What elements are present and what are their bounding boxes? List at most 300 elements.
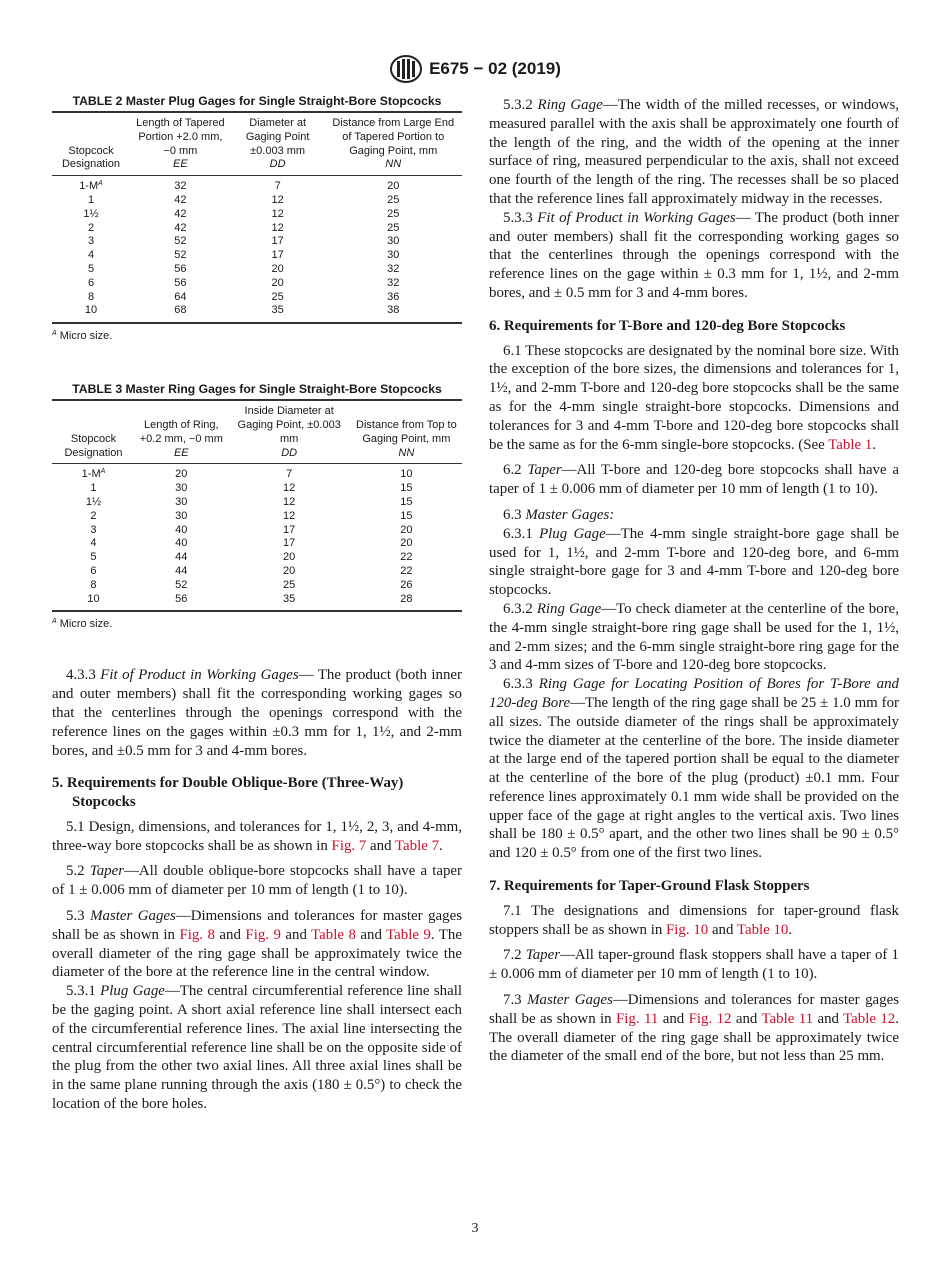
cell-value: 42 [174,193,187,206]
column-header [351,401,462,464]
cell-value: 10 [87,592,100,605]
cell-value: 1 [90,482,97,495]
column-header-label: Inside Diameter at Gaging Point, ±0.003 mm [237,405,341,445]
column-symbol: NN [398,446,415,459]
section-heading: 6. Requirements for T-Bore and 120-deg Bore Stopcocks [489,317,846,334]
footnote-mark: A [52,330,57,338]
value-cell [130,194,231,208]
table-row [52,537,462,551]
value-cell [231,291,325,305]
cell-value: 5 [87,262,95,275]
table-row [52,176,462,194]
paragraph [52,982,462,1114]
table-row [52,222,462,236]
value-cell [231,194,325,208]
paragraph-text: . The overall diameter of the ring gage shall be approximately twice the diameter of the small end of the bore, but not less than 25 mm. [489,1010,899,1065]
value-cell [231,249,325,263]
cell-value: 8 [87,290,95,303]
paragraph-text: — The product (both inner and outer members) shall fit the corresponding working gages so that the centerlines through the openings correspond with the reference lines on the gage within ± 0.3 mm for 1, 1½, and 2-mm bores, and ± 0.5 mm for 3 and 4-mm bores. [489,209,899,301]
cell-value: 40 [175,523,188,536]
cell-value: 20 [271,262,284,275]
footnote-text: Micro size. [59,330,113,343]
value-cell [135,537,228,551]
value-cell [351,482,462,496]
table-row [52,510,462,524]
paragraph-text: —All T-bore and 120-deg bore stopcocks shall have a taper of 1 ± 0.006 mm of diameter per 10 mm of length (1 to 10). [489,462,899,498]
paragraph-text: 5.2 [66,863,90,880]
cell-value: 44 [175,564,188,577]
designation-cell [52,249,130,263]
value-cell [351,551,462,565]
value-cell [228,464,351,482]
paragraph-text: 4.3.3 [66,667,101,684]
cell-value: 2 [90,509,97,522]
cross-reference-link[interactable]: Fig. 10 [666,921,709,938]
designation-cell [52,464,135,482]
column-header [52,401,135,464]
value-cell [228,579,351,593]
right-body-text [489,96,899,1066]
designation-cell [52,194,130,208]
cell-value: 26 [400,578,413,591]
designation-cell [52,263,130,277]
designation-cell [52,176,130,194]
cell-value: 10 [84,304,98,317]
paragraph [489,675,899,863]
value-cell [325,304,463,323]
cell-value: 4 [90,537,97,550]
cell-value: 3 [87,235,95,248]
cell-value: 25 [283,578,296,591]
paragraph-subheading: Ring Gage for Locating Position of Bores for T-Bore and 120-deg Bore [489,676,899,711]
table-2 [52,94,462,342]
designation-cell [52,235,130,249]
value-cell [325,222,463,236]
cell-value: 32 [387,276,400,289]
cell-value: 30 [387,235,400,248]
cell-value: 7 [286,468,293,481]
paragraph-text: —All double oblique-bore stopcocks shall have a taper of 1 ± 0.006 mm of diameter per 10 mm of length (1 to 10). [52,863,462,899]
value-cell [228,510,351,524]
cell-value: 52 [174,249,187,262]
table-row [52,291,462,305]
cell-value: 42 [174,207,187,220]
paragraph-text: —All taper-ground flask stoppers shall have a taper of 1 ± 0.006 mm of diameter per 10 mm of length (1 to 10). [489,947,899,983]
designation-cell [52,482,135,496]
value-cell [351,593,462,612]
cell-value: 36 [387,290,400,303]
cell-value: 20 [387,180,400,193]
cell-value: 17 [271,235,284,248]
cell-value: 20 [283,551,296,564]
paragraph-text: —The length of the ring gage shall be 25 ± 1.0 mm for all sizes. The outside diameter of the rings shall be approximately twice the diameter at the centerline of the bore. The inside diameter at the large end of the tapered portion shall be equal to the diameter at the centerline of the bore of the plug (product) ±0.1 mm. Four reference lines approximately 0.1 mm wide shall be provided on the upper face of the gage at right angles to the vertical axis. Two lines shall be 180 ± 0.5° apart, and the other two lines shall be 90 ± 0.5° and 120 ± 0.5° from one of the first two lines. [489,694,899,862]
paragraph [52,862,462,900]
footnote-mark: A [52,618,57,626]
value-cell [135,510,228,524]
cell-value: 1 [87,193,95,206]
cell-value: 1-M [79,180,99,193]
designation-cell [52,208,130,222]
cell-value: 25 [387,221,400,234]
column-header [231,113,325,176]
paragraph-text: 6.1 These stopcocks are designated by the nominal bore size. With the exception of the bore sizes, the dimensions and tolerances for 1, 1½, and 2-mm T-bore and 120-deg bore stopcocks shall be the same as for the 4-mm single straight-bore stopcocks. Dimensions and tolerances for 3 and 4-mm T-bore and 120-deg bore stopcocks shall be the same as for the 6-mm single-bore stopcocks. (See [489,342,899,453]
value-cell [135,482,228,496]
column-header-label: Length of Ring, +0.2 mm, −0 mm [139,418,223,445]
cell-value: 30 [175,495,188,508]
paragraph-text: —To check diameter at the centerline of the bore, the 4-mm single straight-bore ring gage shall be used for the 1, 1½, and 2-mm sizes; and the 6-mm single straight-bore ring gage for the 3 and 4-mm sizes of T-bore and 120-deg bore stopcocks. [489,600,899,674]
paragraph [489,461,899,499]
value-cell [325,291,463,305]
cross-reference-link[interactable]: Table 10 [736,921,789,938]
paragraph-subheading: Taper [527,462,562,479]
value-cell [351,510,462,524]
cell-value: 12 [271,221,284,234]
paragraph [489,946,899,984]
cell-value: 30 [387,249,400,262]
value-cell [130,277,231,291]
paragraph-text: 7.3 [503,992,528,1009]
value-cell [231,235,325,249]
cell-value: 4 [87,249,95,262]
value-cell [228,593,351,612]
paragraph-text: and [355,926,387,943]
value-cell [351,496,462,510]
cell-value: 52 [175,578,188,591]
designation-cell [52,291,130,305]
cell-value: 1-M [81,468,101,481]
column-header [135,401,228,464]
cell-value: 10 [400,468,413,481]
value-cell [130,249,231,263]
paragraph-text: —The 4-mm single straight-bore gage shall be used for 1, 1½, and 2-mm T-bore and 120-deg bore, and 6-mm single straight-bore gage for 3 and 4-mm T-bore and 120-deg bore stopcocks. [489,525,899,599]
paragraph-subheading: Master Gages: [525,506,615,523]
table-2-grid [52,113,462,324]
astm-logo-icon [389,55,423,83]
value-cell [325,176,463,194]
table-row [52,249,462,263]
column-symbol: EE [173,158,188,171]
cell-value: 20 [271,276,284,289]
value-cell [135,524,228,538]
paragraph-text: — The product (both inner and outer members) shall fit the corresponding working gages so that the centerlines through the openings correspond with the reference lines on the gages within ±0.3 mm for 1, 1½, and 2-mm bores, and ±0.5 mm for 3 and 4-mm bores. [52,667,462,759]
paragraph [489,902,899,940]
paragraph [489,506,899,525]
column-symbol: DD [269,158,286,171]
cross-reference-link[interactable]: Fig. 12 [688,1010,732,1027]
paragraph [52,907,462,982]
cell-value: 12 [271,193,284,206]
cell-value: 42 [174,221,187,234]
paragraph-text: 6.3 [503,506,526,523]
paragraph-text: and [708,921,737,938]
cross-reference-link[interactable]: Table 7 [395,837,440,854]
cross-reference-link[interactable]: Fig. 11 [616,1010,659,1027]
paragraph-text: and [214,926,246,943]
paragraph-text: and [813,1010,844,1027]
value-cell [325,277,463,291]
document-designation: E675 − 02 (2019) [429,59,561,78]
paragraph-text: and [658,1010,689,1027]
cross-reference-link[interactable]: Fig. 7 [331,837,367,854]
section-heading: 7. Requirements for Taper-Ground Flask Stoppers [489,878,810,895]
paragraph [489,342,899,455]
cell-value: 17 [283,523,296,536]
column-header [130,113,231,176]
paragraph-subheading: Plug Gage [539,525,606,542]
value-cell [351,464,462,482]
value-cell [135,496,228,510]
paragraph-text: 5.3.1 [66,983,101,1000]
value-cell [130,263,231,277]
cell-value: 15 [400,495,413,508]
column-header-label: Stopcock Designation [61,144,121,171]
paragraph-text: —The central circumferential reference line shall be the gaging point. A short axial reference line shall intersect each of the circumferential reference lines. The axial line intersecting the central circumferential reference line shall be on the opposite side of the plug from the other two axial lines. All three axial lines shall be in the same plane running through the axis (180 ± 0.5°) to check the location of the bore holes. [52,983,462,1113]
paragraph [489,600,899,675]
value-cell [228,565,351,579]
table-3 [52,382,462,630]
value-cell [231,304,325,323]
value-cell [325,194,463,208]
paragraph-subheading: Master Gages [90,908,176,925]
paragraph-text: and [731,1010,762,1027]
column-header-label: Length of Tapered Portion +2.0 mm, −0 mm [136,117,225,157]
paragraph-subheading: Taper [89,863,124,880]
designation-cell [52,524,135,538]
value-cell [325,208,463,222]
paragraph-text: . The overall diameter of the ring gage shall be approximately twice the diameter of the bore at the reference line in the central window. [52,926,462,981]
paragraph-text: 6.3.1 [503,525,540,542]
table-footnote [52,618,462,630]
cell-value: 32 [174,180,187,193]
table-row [52,304,462,323]
paragraph-text: 6.3.3 [503,676,539,693]
cross-reference-link[interactable]: Fig. 9 [245,926,281,943]
cell-value: 2 [87,221,95,234]
footnote-mark: A [98,180,103,188]
value-cell [135,593,228,612]
table-row [52,565,462,579]
footnote-text: Micro size. [59,618,113,631]
value-cell [351,579,462,593]
value-cell [135,464,228,482]
cross-reference-link[interactable]: Table 9 [386,926,431,943]
designation-cell [52,565,135,579]
cell-value: 64 [174,290,187,303]
value-cell [231,277,325,291]
cell-value: 30 [175,482,188,495]
cell-value: 38 [387,304,400,317]
paragraph-subheading: Master Gages [527,992,613,1009]
paragraph-subheading: Plug Gage [100,983,165,1000]
cell-value: 8 [90,578,97,591]
paragraph-text: —Dimensions and tolerances for master gages shall be as shown in [52,908,462,943]
cell-value: 30 [175,509,188,522]
cell-value: 56 [175,592,188,605]
value-cell [231,263,325,277]
paragraph-subheading: Ring Gage [536,600,602,617]
paragraph-text: . [788,921,793,938]
cell-value: 17 [271,249,284,262]
cross-reference-link[interactable]: Table 11 [761,1010,814,1027]
cell-value: 56 [174,276,187,289]
designation-cell [52,551,135,565]
value-cell [231,176,325,194]
paragraph-text: 5.3.3 [503,209,538,226]
cell-value: 35 [283,592,296,605]
cell-value: 6 [87,276,95,289]
cell-value: 12 [283,495,296,508]
cross-reference-link[interactable]: Fig. 8 [179,926,215,943]
cell-value: 25 [387,193,400,206]
cross-reference-link[interactable]: Table 12 [843,1010,896,1027]
designation-cell [52,277,130,291]
paragraph-subheading: Fit of Product in Working Gages [537,209,736,226]
paragraph [489,96,899,209]
paragraph-text: —Dimensions and tolerances for master gages shall be as shown in [489,992,899,1027]
paragraph-subheading: Fit of Product in Working Gages [100,667,299,684]
column-symbol: EE [173,446,189,459]
table-row [52,593,462,612]
table-row [52,464,462,482]
cell-value: 25 [387,207,400,220]
paragraph [489,991,899,1066]
value-cell [325,249,463,263]
table-footnote [52,330,462,342]
value-cell [231,208,325,222]
page-number: 3 [471,1221,479,1236]
cell-value: 20 [400,523,413,536]
table-3-grid [52,401,462,612]
cell-value: 3 [90,523,97,536]
cross-reference-link[interactable]: Table 8 [311,926,356,943]
cell-value: 28 [400,592,413,605]
cell-value: 40 [175,537,188,550]
footnote-mark: A [100,468,106,476]
left-body-text [52,666,462,1114]
paragraph-subheading: Ring Gage [537,97,603,113]
cell-value: 17 [283,537,296,550]
designation-cell [52,222,130,236]
table-title: TABLE 2 Master Plug Gages for Single Straight-Bore Stopcocks [52,94,462,113]
column-header [228,401,351,464]
paragraph [52,666,462,760]
cell-value: 44 [175,551,188,564]
cell-value: 20 [175,468,188,481]
column-header-label: Stopcock Designation [64,432,123,459]
value-cell [228,537,351,551]
column-header [325,113,463,176]
table-row [52,524,462,538]
table-row [52,551,462,565]
cell-value: 7 [274,180,281,193]
section-heading: 5. Requirements for Double Oblique-Bore (Three-Way) Stopcocks [52,775,404,811]
paragraph-text: . [439,837,443,854]
value-cell [351,565,462,579]
cell-value: 25 [271,290,284,303]
cell-value: 32 [387,262,400,275]
column-header [52,113,130,176]
paragraph-text: and [280,926,312,943]
cell-value: 6 [90,564,97,577]
column-symbol: DD [281,446,298,459]
paragraph-text: 7.2 [503,947,526,964]
cell-value: 20 [400,537,413,550]
paragraph-text: and [366,837,395,854]
value-cell [130,222,231,236]
cell-value: 12 [271,207,284,220]
designation-cell [52,510,135,524]
table-row [52,579,462,593]
cell-value: 35 [271,304,284,317]
value-cell [325,263,463,277]
cell-value: 20 [283,564,296,577]
cell-value: 52 [174,235,187,248]
left-column [52,94,462,1114]
value-cell [135,551,228,565]
table-row [52,194,462,208]
paragraph-text: . [872,436,876,453]
value-cell [130,304,231,323]
value-cell [231,222,325,236]
value-cell [228,551,351,565]
value-cell [351,524,462,538]
paragraph [52,818,462,856]
cell-value: 12 [283,509,296,522]
table-title: TABLE 3 Master Ring Gages for Single Straight-Bore Stopcocks [52,382,462,401]
value-cell [130,235,231,249]
value-cell [135,579,228,593]
value-cell [325,235,463,249]
value-cell [228,524,351,538]
page-header [0,55,950,83]
cell-value: 5 [90,551,97,564]
designation-cell [52,537,135,551]
table-row [52,482,462,496]
cell-value: 15 [400,509,413,522]
value-cell [351,537,462,551]
table-row [52,208,462,222]
cell-value: 1½ [85,495,102,508]
paragraph-text: 6.3.2 [503,600,537,617]
cell-value: 22 [400,551,413,564]
cell-value: 15 [400,482,413,495]
paragraph-text: 7.1 The designations and dimensions for taper-ground flask stoppers shall be as shown in [489,902,899,938]
value-cell [130,176,231,194]
cross-reference-link[interactable]: Table 1 [828,436,873,453]
table-row [52,263,462,277]
paragraph-text: 5.3.2 [503,97,538,113]
table-row [52,277,462,291]
table-row [52,235,462,249]
column-header-label: Distance from Large End of Tapered Portion to Gaging Point, mm [332,117,455,157]
paragraph-text: 6.2 [503,462,528,479]
cell-value: 68 [174,304,187,317]
paragraph [489,209,899,303]
paragraph [489,525,899,600]
value-cell [228,496,351,510]
paragraph-text: —The width of the milled recesses, or windows, measured parallel with the axis shall be approximately one fourth of the length of the ring, and the width of the opening at the inner surface of ring, measured perpendicular to the axis, shall not exceed one fourth of the length of the ring. The recesses shall be so placed that the reference lines fall approximately midway in the recesses. [489,97,899,207]
column-header-label: Distance from Top to Gaging Point, mm [356,418,457,445]
designation-cell [52,593,135,612]
value-cell [228,482,351,496]
designation-cell [52,304,130,323]
paragraph-text: 5.3 [66,908,91,925]
value-cell [130,291,231,305]
column-header-label: Diameter at Gaging Point ±0.003 mm [245,117,310,157]
cell-value: 22 [400,564,413,577]
right-column [489,94,899,1066]
table-row [52,496,462,510]
